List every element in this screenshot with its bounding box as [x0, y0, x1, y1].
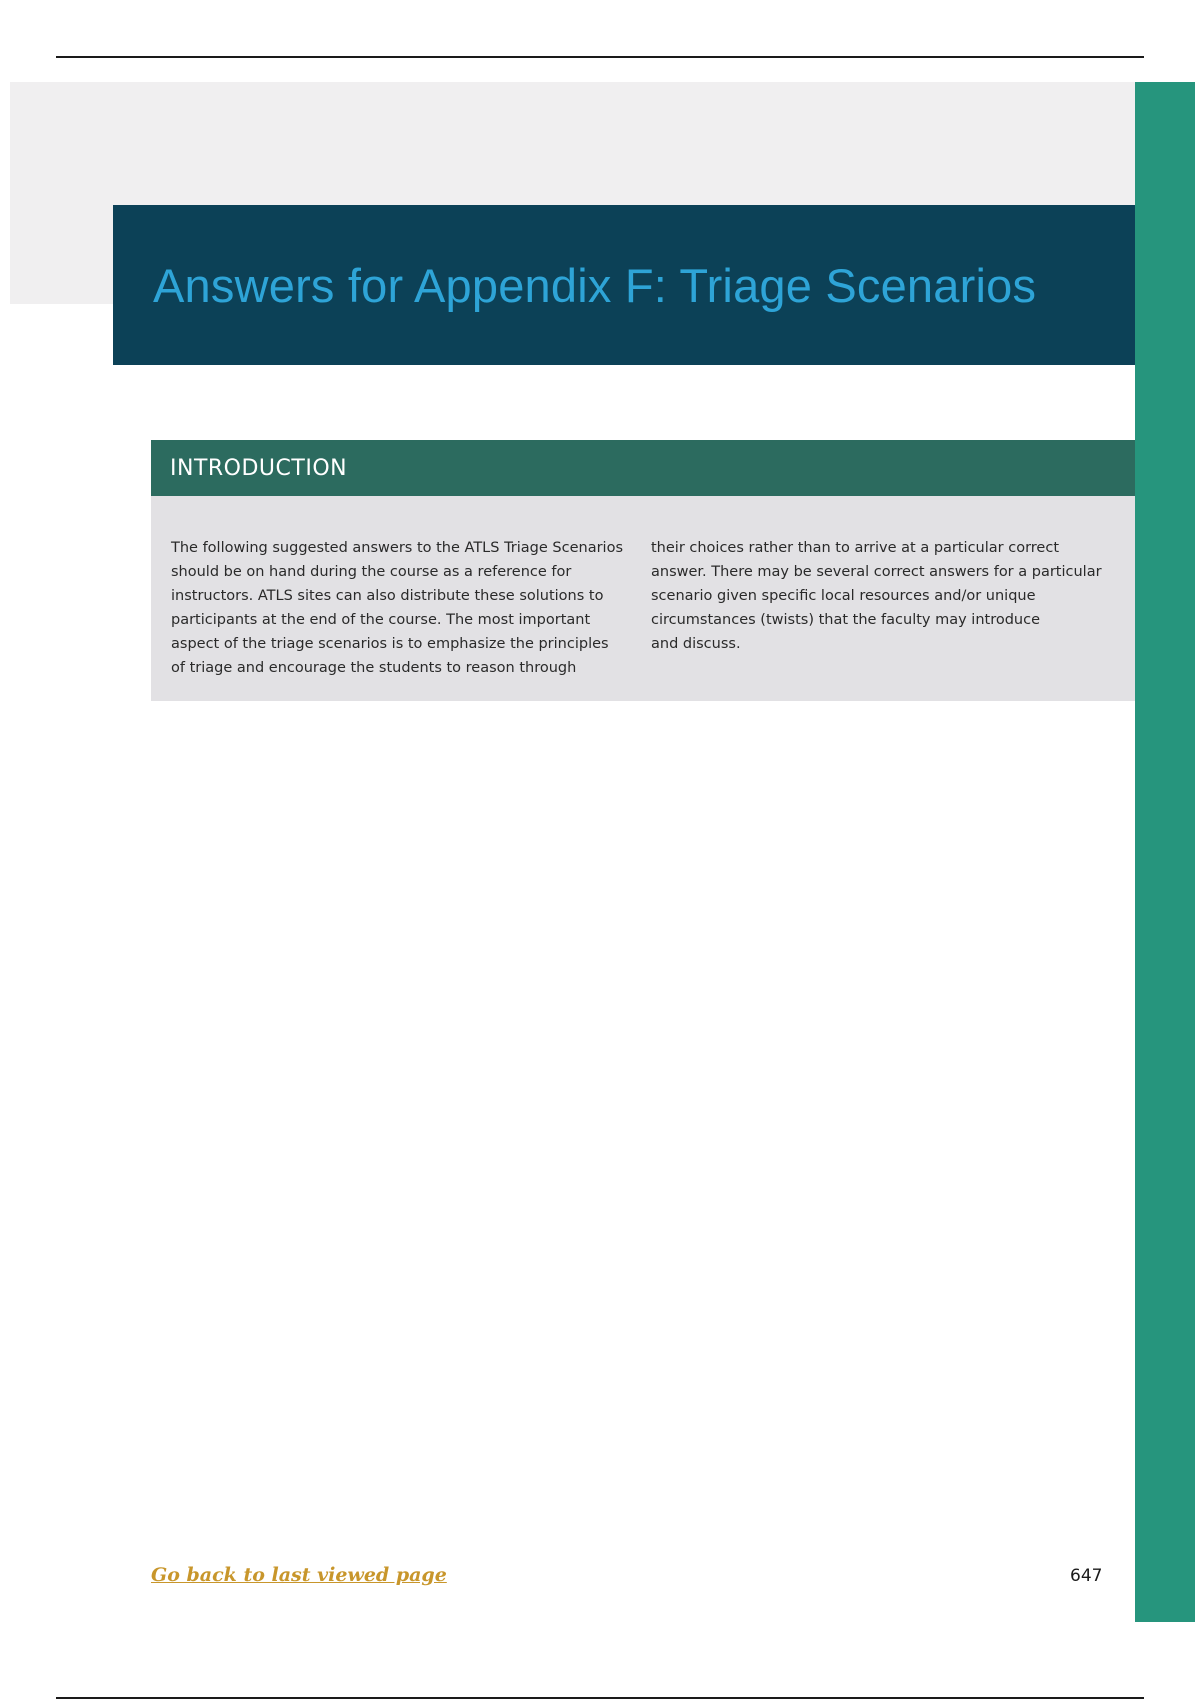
- paragraph-line: should be on hand during the course as a reference for: [171, 564, 572, 580]
- back-to-last-page-link[interactable]: Go back to last viewed page: [151, 1564, 447, 1586]
- top-rule: [56, 56, 1144, 58]
- paragraph-line: aspect of the triage scenarios is to emphasize the principles: [171, 636, 609, 652]
- paragraph-line: participants at the end of the course. The most important: [171, 612, 591, 628]
- title-banner: [113, 205, 1135, 365]
- bottom-rule: [56, 1697, 1144, 1699]
- paragraph-line: scenario given specific local resources and/or unique: [651, 588, 1036, 604]
- page-number: 647: [1070, 1566, 1103, 1586]
- side-accent-bar: [1135, 82, 1195, 1622]
- text-column-right: [651, 536, 1106, 656]
- section-heading: INTRODUCTION: [170, 455, 348, 481]
- paragraph-line: their choices rather than to arrive at a particular correct: [651, 540, 1060, 556]
- section-body: [151, 496, 1135, 701]
- paragraph-line: instructors. ATLS sites can also distribute these solutions to: [171, 588, 604, 604]
- text-column-left: [171, 536, 626, 680]
- section-header: [151, 440, 1135, 496]
- paragraph-line: The following suggested answers to the ATLS Triage Scenarios: [171, 540, 623, 556]
- page-title: Answers for Appendix F: Triage Scenarios: [153, 258, 1037, 312]
- paragraph-line: of triage and encourage the students to reason through: [171, 660, 577, 676]
- paragraph-line: and discuss.: [651, 636, 741, 652]
- paragraph-line: circumstances (twists) that the faculty may introduce: [651, 612, 1041, 628]
- paragraph-line: answer. There may be several correct answers for a particular: [651, 564, 1102, 580]
